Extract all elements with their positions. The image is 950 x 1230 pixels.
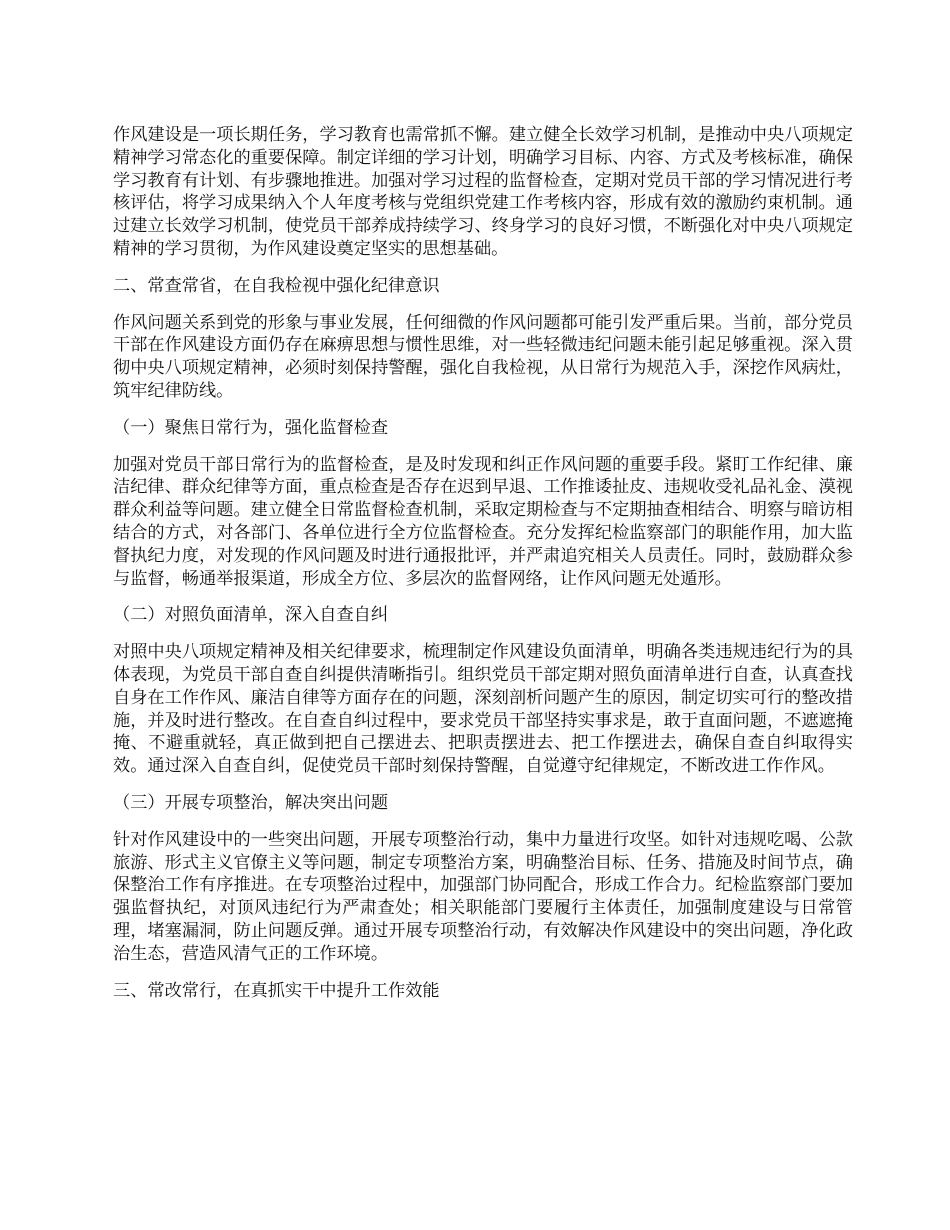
paragraph-study-mechanism: 作风建设是一项长期任务，学习教育也需常抓不懈。建立健全长效学习机制，是推动中央八项规定精神学习常态化的重要保障。制定详细的学习计划，明确学习目标、内容、方式及考核标准，确保学习教育有计划、有步骤地推进。加强对学习过程的监督检查，定期对党员干部的学习情况进行考核评估，将学习成果纳入个人年度考核与党组织党建工作考核内容，形成有效的激励约束机制。通过建立长效学习机制，使党员干部养成持续学习、终身学习的良好习惯，不断强化对中央八项规定精神的学习贯彻，为作风建设奠定坚实的思想基础。 [113,125,853,259]
paragraph-special-rectification: 针对作风建设中的一些突出问题，开展专项整治行动，集中力量进行攻坚。如针对违规吃喝、公款旅游、形式主义官僚主义等问题，制定专项整治方案，明确整治目标、任务、措施及时间节点，确保整治工作有序推进。在专项整治过程中，加强部门协同配合，形成工作合力。纪检监察部门要加强监督执纪，对顶风违纪行为严肃查处；相关职能部门要履行主体责任，加强制度建设与日常管理，堵塞漏洞，防止问题反弹。通过开展专项整治行动，有效解决作风建设中的突出问题，净化政治生态，营造风清气正的工作环境。 [113,829,853,964]
subsection-heading-3: （三）开展专项整治，解决突出问题 [113,792,389,813]
subsection-heading-1: （一）聚焦日常行为，强化监督检查 [113,417,389,438]
paragraph-self-inspection: 作风问题关系到党的形象与事业发展，任何细微的作风问题都可能引发严重后果。当前，部分党员干部在作风建设方面仍存在麻痹思想与惯性思维，对一些轻微违纪问题未能引起足够重视。深入贯彻中央八项规定精神，必须时刻保持警醒，强化自我检视，从日常行为规范入手，深挖作风病灶，筑牢纪律防线。 [113,312,853,401]
section-heading-3: 三、常改常行，在真抓实干中提升工作效能 [113,980,440,1001]
paragraph-negative-list: 对照中央八项规定精神及相关纪律要求，梳理制定作风建设负面清单，明确各类违规违纪行为的具体表现，为党员干部自查自纠提供清晰指引。组织党员干部定期对照负面清单进行自查，认真查找自身在工作作风、廉洁自律等方面存在的问题，深刻剖析问题产生的原因，制定切实可行的整改措施，并及时进行整改。在自查自纠过程中，要求党员干部坚持实事求是，敢于直面问题，不遮遮掩掩、不避重就轻，真正做到把自己摆进去、把职责摆进去、把工作摆进去，确保自查自纠取得实效。通过深入自查自纠，促使党员干部时刻保持警醒，自觉遵守纪律规定，不断改进工作作风。 [113,642,853,777]
paragraph-supervision: 加强对党员干部日常行为的监督检查，是及时发现和纠正作风问题的重要手段。紧盯工作纪律、廉洁纪律、群众纪律等方面，重点检查是否存在迟到早退、工作推诿扯皮、违规收受礼品礼金、漠视群众利益等问题。建立健全日常监督检查机制，采取定期检查与不定期抽查相结合、明察与暗访相结合的方式，对各部门、各单位进行全方位监督检查。充分发挥纪检监察部门的职能作用，加大监督执纪力度，对发现的作风问题及时进行通报批评，并严肃追究相关人员责任。同时，鼓励群众参与监督，畅通举报渠道，形成全方位、多层次的监督网络，让作风问题无处遁形。 [113,454,853,589]
document-body [113,124,853,1016]
section-heading-2: 二、常查常省，在自我检视中强化纪律意识 [113,275,440,296]
subsection-heading-2: （二）对照负面清单，深入自查自纠 [113,605,389,626]
